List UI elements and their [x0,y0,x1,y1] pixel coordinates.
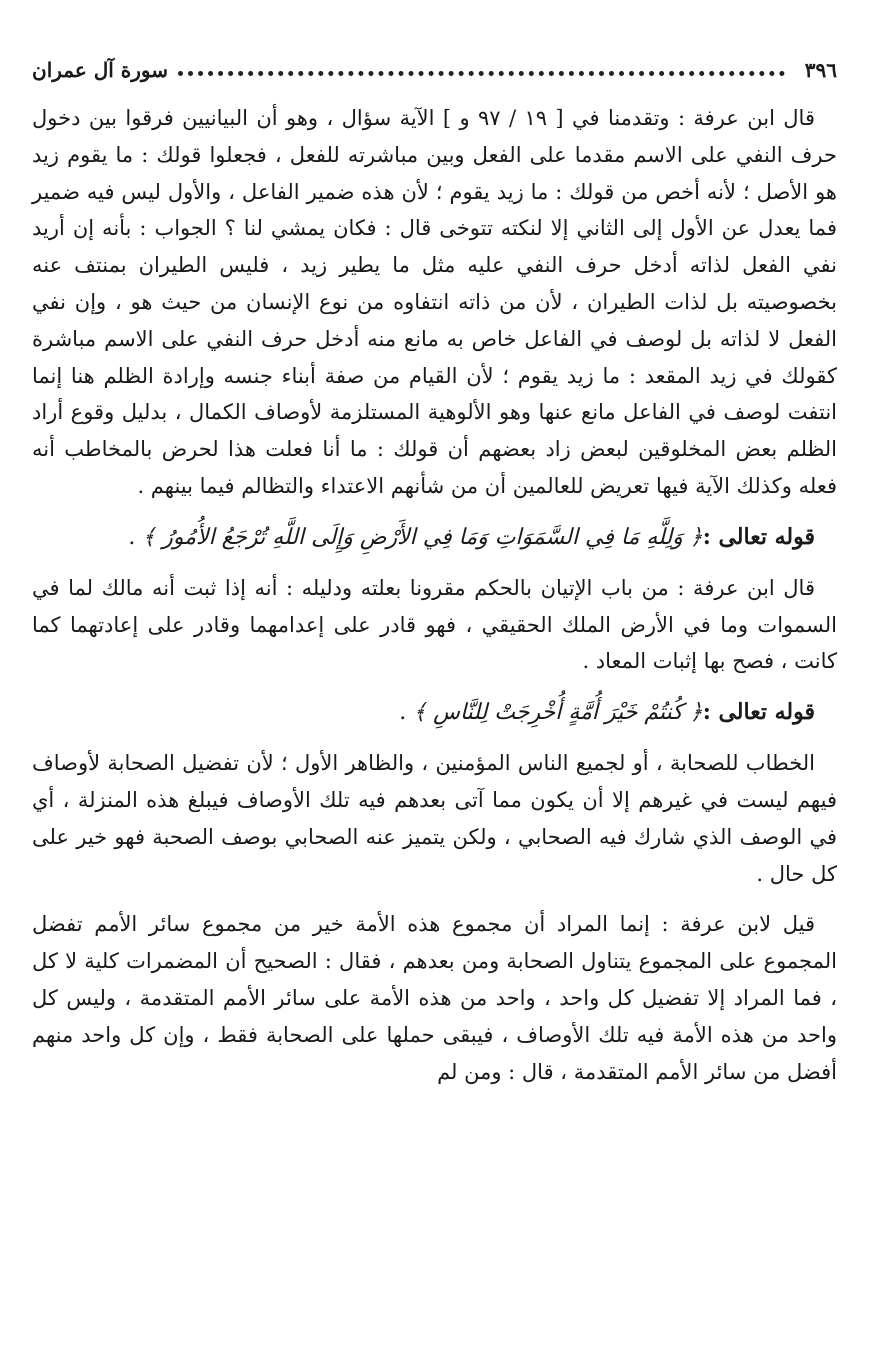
paragraph-3: الخطاب للصحابة ، أو لجميع الناس المؤمنين ، والظاهر الأول ؛ لأن تفضيل الصحابة لأوصاف فيهم ليست في غيرهم إلا أن يكون مما آتى بعدهم فيه تلك الأوصاف فيبلغ هذه المنزلة ، أي في الوصف الذي شارك فيه الصحابي ، ولكن يتميز عنه الصحابي بوصف الصحبة فهو خير على كل حال . [32,751,837,886]
page-number: ٣٩٦ [804,58,837,82]
paragraph-gap [32,892,837,906]
page-body [32,100,837,1090]
header-dotted-rule [178,71,785,76]
paragraph-2: قال ابن عرفة : من باب الإتيان بالحكم مقرونا بعلته ودليله : أنه إذا ثبت أنه مالك لما في السموات وما في الأرض الملك الحقيقي ، فهو قادر على إعدامهما وقادر على إعادتهما كما كانت ، فصح بها إثبات المعاد . [32,575,837,674]
verse-1-prefix: قوله تعالى : [702,523,815,550]
surah-title: سورة آل عمران [32,58,169,82]
paragraph-4: قيل لابن عرفة : إنما المراد أن مجموع هذه الأمة خير من مجموع سائر الأمم تفضل المجموع على المجموع يتناول الصحابة ومن بعدهم ، فقال : الصحيح أن المضمرات كلية لا كل ، فما المراد إلا تفضيل كل واحد ، واحد من هذه الأمة على سائر الأمم المتقدمة ، وليس كل واحد من هذه الأمة فيه تلك الأوصاف ، فيبقى حملها على الصحابة فقط ، وإن كل واحد منهم أفضل من سائر الأمم المتقدمة ، قال : ومن لم [32,912,837,1084]
running-header [32,58,837,82]
verse-2-prefix: قوله تعالى : [702,699,815,726]
verse-1 [32,517,837,558]
verse-2 [32,692,837,733]
paragraph-1: قال ابن عرفة : وتقدمنا في [ ١٩ / ٩٧ و ] الآية سؤال ، وهو أن البيانيين فرقوا بين دخول حرف النفي على الاسم مقدما على الفعل وبين مباشرته للفعل ، فجعلوا قولك : ما يقوم زيد هو الأصل ؛ لأنه أخص من قولك : ما زيد يقوم ؛ لأن هذه ضمير الفاعل ، والأول ليس فيه ضمير فما يعدل عن الأول إلى الثاني إلا لنكته تتوخى قال : فكان يمشي لنا ؟ الجواب : بأنه إن أريد نفي الفعل لذاته أدخل حرف النفي عليه مثل ما يطير زيد ، فليس الطيران بمنتف عنه بخصوصيته بل لذات الطيران ، لأن من ذاته انتفاوه من نوع الإنسان من حيث هو ، وإن نفي الفعل لا لذاته بل لوصف في الفاعل خاص به مانع منه أدخل حرف النفي على الاسم مباشرة كقولك في زيد المقعد : ما زيد يقوم ؛ لأن القيام من صفة أبناء جنسه وإرادة الظلم هنا إنما انتفت لوصف في الفاعل مانع عنها وهو الألوهية المستلزمة لأوصاف الكمال ، بدليل وقوع أراد الظلم بعض المخلوقين لبعض زاد بعضهم أن قولك : ما أنا فعلت هذا لحرض بالمخاطب أنه فعله وكذلك الآية فيها تعريض للعالمين أن من شأنهم الاعتداء والتظالم فيما بينهم . [32,106,837,498]
verse-1-text: ﴿ وَلِلَّهِ مَا فِي السَّمَوَاتِ وَمَا فِي الأَرْضِ وَإِلَى اللَّهِ تُرْجَعُ الأُمُورُ ﴾ . [128,524,703,550]
verse-2-text: ﴿ كُنتُمْ خَيْرَ أُمَّةٍ أُخْرِجَتْ لِلنَّاسِ ﴾ . [399,700,703,726]
